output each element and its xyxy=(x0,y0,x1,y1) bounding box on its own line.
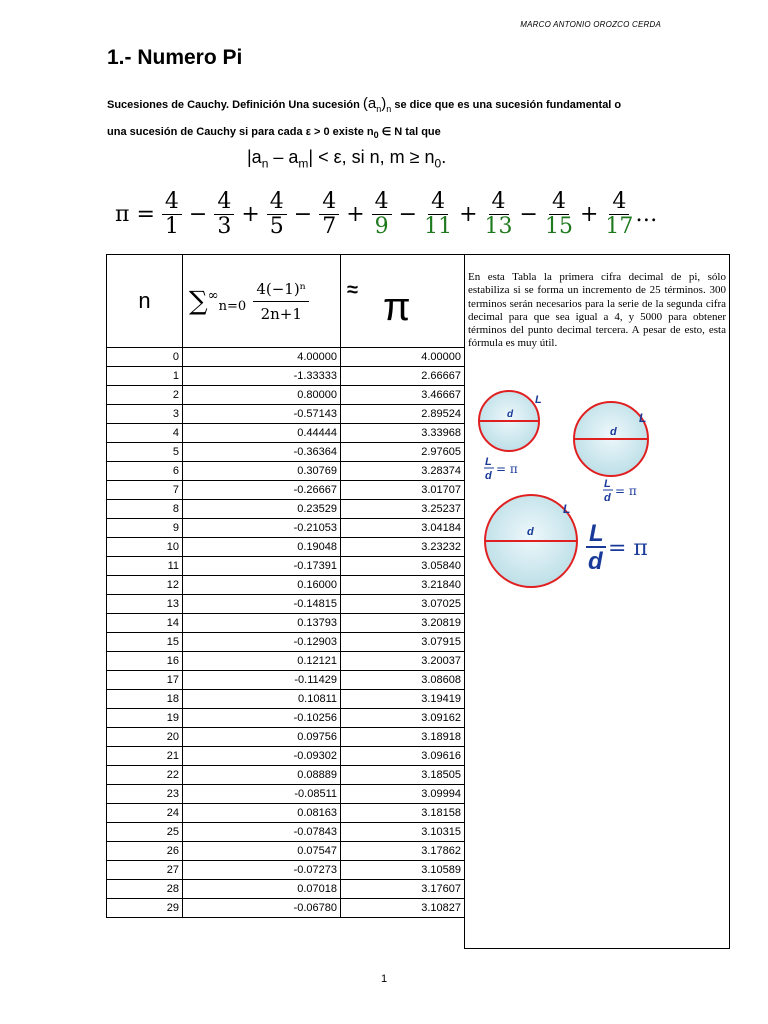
table-row xyxy=(107,462,465,481)
cell-term: -1.33333 xyxy=(183,367,341,386)
cell-approx: 3.17607 xyxy=(341,880,465,899)
cauchy-sub: m xyxy=(298,156,309,171)
table-row xyxy=(107,747,465,766)
table-row xyxy=(107,823,465,842)
cell-n: 18 xyxy=(107,690,183,709)
cell-approx: 3.10315 xyxy=(341,823,465,842)
cell-n: 27 xyxy=(107,861,183,880)
fraction-numerator: 4 xyxy=(549,190,569,215)
table-row xyxy=(107,671,465,690)
cell-approx: 3.08608 xyxy=(341,671,465,690)
cauchy-part: | < ε, si n, m ≥ n xyxy=(308,147,435,167)
fraction-numerator: 4 xyxy=(267,190,287,215)
table-row xyxy=(107,348,465,367)
cell-n: 14 xyxy=(107,614,183,633)
cell-approx: 3.09162 xyxy=(341,709,465,728)
cell-n: 24 xyxy=(107,804,183,823)
fraction-numerator: 4 xyxy=(489,190,509,215)
fraction-denominator: 5 xyxy=(269,213,284,239)
formula-fraction xyxy=(267,190,287,239)
table-header-row xyxy=(107,255,465,348)
table-row xyxy=(107,842,465,861)
fraction-denominator: 7 xyxy=(322,213,337,239)
table-row xyxy=(107,386,465,405)
cell-approx: 3.21840 xyxy=(341,576,465,595)
header-approx-pi xyxy=(341,255,465,348)
table-row xyxy=(107,424,465,443)
table-row xyxy=(107,709,465,728)
table-row xyxy=(107,367,465,386)
def-text-4: ∈ N tal que xyxy=(378,126,441,138)
formula-fraction xyxy=(545,190,573,239)
cell-n: 1 xyxy=(107,367,183,386)
cell-term: 0.13793 xyxy=(183,614,341,633)
table-row xyxy=(107,576,465,595)
cell-term: 0.07547 xyxy=(183,842,341,861)
pi-series-table xyxy=(106,254,465,918)
cell-approx: 2.89524 xyxy=(341,405,465,424)
cell-term: -0.12903 xyxy=(183,633,341,652)
cell-term: 0.80000 xyxy=(183,386,341,405)
table-row xyxy=(107,557,465,576)
cell-approx: 3.46667 xyxy=(341,386,465,405)
cell-n: 10 xyxy=(107,538,183,557)
formula-lhs: π = xyxy=(115,201,155,227)
cell-n: 22 xyxy=(107,766,183,785)
circle-illustration xyxy=(465,255,731,635)
cell-n: 16 xyxy=(107,652,183,671)
formula-operator: + xyxy=(459,201,478,227)
cell-term: -0.21053 xyxy=(183,519,341,538)
header-fraction xyxy=(253,277,309,326)
formula-operator: − xyxy=(293,201,313,227)
formula-operator: + xyxy=(241,201,260,227)
table-row xyxy=(107,633,465,652)
cell-n: 0 xyxy=(107,348,183,367)
table-row xyxy=(107,481,465,500)
cell-term: -0.14815 xyxy=(183,595,341,614)
cell-approx: 3.10827 xyxy=(341,899,465,918)
cell-n: 8 xyxy=(107,500,183,519)
cell-term: -0.07843 xyxy=(183,823,341,842)
header-fraction-num: 4(−1)ⁿ xyxy=(253,277,309,302)
cell-n: 7 xyxy=(107,481,183,500)
cell-n: 6 xyxy=(107,462,183,481)
formula-fraction xyxy=(485,190,513,239)
table-row xyxy=(107,595,465,614)
ratio-d-large: d xyxy=(588,548,603,575)
cell-n: 11 xyxy=(107,557,183,576)
fraction-denominator: 13 xyxy=(484,213,513,239)
cell-term: 0.09756 xyxy=(183,728,341,747)
cell-term: 0.08163 xyxy=(183,804,341,823)
cell-approx: 3.23232 xyxy=(341,538,465,557)
cell-approx: 2.97605 xyxy=(341,443,465,462)
fraction-denominator: 11 xyxy=(424,213,453,239)
cell-term: -0.11429 xyxy=(183,671,341,690)
cell-n: 20 xyxy=(107,728,183,747)
leibniz-formula xyxy=(110,188,657,240)
table-row xyxy=(107,861,465,880)
fraction-numerator: 4 xyxy=(319,190,339,215)
cell-term: 0.44444 xyxy=(183,424,341,443)
table-row xyxy=(107,728,465,747)
table-row xyxy=(107,443,465,462)
def-sub-0: 0 xyxy=(373,130,379,141)
table-row xyxy=(107,690,465,709)
header-fraction-den: 2n+1 xyxy=(260,304,302,323)
ratio-L: L xyxy=(604,478,611,490)
cell-term: 0.07018 xyxy=(183,880,341,899)
sigma-upper: ∞ xyxy=(207,288,219,304)
cell-term: -0.07273 xyxy=(183,861,341,880)
L-label: L xyxy=(563,502,571,516)
cell-term: -0.57143 xyxy=(183,405,341,424)
cell-approx: 3.20037 xyxy=(341,652,465,671)
cell-term: 0.30769 xyxy=(183,462,341,481)
cell-term: -0.17391 xyxy=(183,557,341,576)
cell-approx: 3.18158 xyxy=(341,804,465,823)
cell-approx: 3.05840 xyxy=(341,557,465,576)
header-author: MARCO ANTONIO OROZCO CERDA xyxy=(520,20,661,29)
fraction-numerator: 4 xyxy=(428,190,448,215)
cell-approx: 3.07025 xyxy=(341,595,465,614)
cell-term: 0.08889 xyxy=(183,766,341,785)
cell-approx: 3.20819 xyxy=(341,614,465,633)
cell-n: 13 xyxy=(107,595,183,614)
table-row xyxy=(107,785,465,804)
fraction-denominator: 1 xyxy=(164,213,179,239)
cell-n: 9 xyxy=(107,519,183,538)
L-label: L xyxy=(535,394,542,406)
page-number: 1 xyxy=(380,973,388,985)
formula-fraction xyxy=(424,190,452,239)
cell-term: 4.00000 xyxy=(183,348,341,367)
cell-n: 26 xyxy=(107,842,183,861)
explanation-text: En esta Tabla la primera cifra decimal de pi, sólo estabiliza si se forma un incremento de 25 términos. 300 terminos serán necesarios para la serie de la segunda cifra decimal para que sea igual a 4, y 5000 para obtener términos del punto decimal tercera. A pesar de esto, esta fórmula es muy útil. xyxy=(468,271,726,350)
cell-term: -0.06780 xyxy=(183,899,341,918)
pi-symbol: π xyxy=(383,285,411,329)
cell-term: -0.08511 xyxy=(183,785,341,804)
cell-n: 5 xyxy=(107,443,183,462)
ratio-eq: = π xyxy=(496,462,518,476)
cell-n: 4 xyxy=(107,424,183,443)
page-title: 1.- Numero Pi xyxy=(107,46,243,69)
cell-term: 0.19048 xyxy=(183,538,341,557)
cell-term: -0.09302 xyxy=(183,747,341,766)
seq-sub: n xyxy=(386,104,392,114)
ratio-d: d xyxy=(485,470,492,482)
ratio-d: d xyxy=(604,492,611,504)
cell-n: 28 xyxy=(107,880,183,899)
sigma-symbol: ∑ xyxy=(189,286,208,316)
cell-term: 0.12121 xyxy=(183,652,341,671)
cell-n: 12 xyxy=(107,576,183,595)
cell-approx: 2.66667 xyxy=(341,367,465,386)
cauchy-sub: n xyxy=(261,156,269,171)
formula-fraction xyxy=(372,190,392,239)
explanation-box xyxy=(464,254,730,949)
cell-n: 2 xyxy=(107,386,183,405)
cell-term: 0.10811 xyxy=(183,690,341,709)
cell-term: -0.36364 xyxy=(183,443,341,462)
def-text-2: se dice que es una sucesión fundamental o xyxy=(391,99,622,111)
cell-approx: 3.19419 xyxy=(341,690,465,709)
cell-n: 19 xyxy=(107,709,183,728)
d-label: d xyxy=(507,409,514,420)
table-row xyxy=(107,500,465,519)
def-text-3: una sucesión de Cauchy si para cada ε > 0 existe n xyxy=(107,126,374,138)
L-label: L xyxy=(639,411,647,425)
cell-approx: 3.09616 xyxy=(341,747,465,766)
cell-approx: 4.00000 xyxy=(341,348,465,367)
header-n: n xyxy=(107,255,183,348)
approx-symbol: ≈ xyxy=(347,279,358,301)
cauchy-sub: 0 xyxy=(434,156,442,171)
cell-approx: 3.04184 xyxy=(341,519,465,538)
fraction-denominator: 17 xyxy=(605,213,634,239)
fraction-numerator: 4 xyxy=(214,190,234,215)
cell-approx: 3.07915 xyxy=(341,633,465,652)
cell-term: 0.16000 xyxy=(183,576,341,595)
definition-paragraph xyxy=(107,92,677,147)
d-label: d xyxy=(610,426,617,438)
cell-n: 25 xyxy=(107,823,183,842)
fraction-denominator: 15 xyxy=(544,213,573,239)
formula-ellipsis: … xyxy=(635,201,658,227)
cell-term: 0.23529 xyxy=(183,500,341,519)
def-text-1: Sucesiones de Cauchy. Definición Una sucesión xyxy=(107,99,363,111)
cell-n: 21 xyxy=(107,747,183,766)
fraction-numerator: 4 xyxy=(372,190,392,215)
formula-fraction xyxy=(319,190,339,239)
formula-fraction xyxy=(214,190,234,239)
fraction-denominator: 3 xyxy=(217,213,232,239)
formula-fraction xyxy=(162,190,182,239)
table-row xyxy=(107,652,465,671)
seq-symbol xyxy=(363,95,391,112)
header-sum xyxy=(183,255,341,348)
cell-n: 17 xyxy=(107,671,183,690)
cell-n: 23 xyxy=(107,785,183,804)
fraction-denominator: 9 xyxy=(374,213,389,239)
cell-term: -0.26667 xyxy=(183,481,341,500)
cauchy-condition xyxy=(247,147,446,171)
cell-approx: 3.18918 xyxy=(341,728,465,747)
seq-close: ) xyxy=(381,95,387,112)
table-row xyxy=(107,614,465,633)
cell-approx: 3.01707 xyxy=(341,481,465,500)
table-row xyxy=(107,804,465,823)
table-row xyxy=(107,538,465,557)
ratio-L-large: L xyxy=(589,520,604,547)
cauchy-part: . xyxy=(441,147,447,167)
formula-operator: − xyxy=(188,201,208,227)
table-row xyxy=(107,899,465,918)
sigma-lower: n=0 xyxy=(218,298,247,314)
cell-n: 3 xyxy=(107,405,183,424)
formula-operator: + xyxy=(579,201,599,227)
cell-n: 15 xyxy=(107,633,183,652)
cell-approx: 3.33968 xyxy=(341,424,465,443)
ratio-L: L xyxy=(485,456,492,468)
table-row xyxy=(107,766,465,785)
ratio-eq-large: = π xyxy=(608,536,648,561)
cell-n: 29 xyxy=(107,899,183,918)
cell-approx: 3.10589 xyxy=(341,861,465,880)
cell-approx: 3.17862 xyxy=(341,842,465,861)
fraction-numerator: 4 xyxy=(609,190,629,215)
table-row xyxy=(107,405,465,424)
table-row xyxy=(107,519,465,538)
formula-operator: + xyxy=(346,201,365,227)
cell-approx: 3.09994 xyxy=(341,785,465,804)
formula-fraction xyxy=(605,190,633,239)
d-label: d xyxy=(527,526,534,538)
formula-operator: − xyxy=(519,201,538,227)
cell-approx: 3.28374 xyxy=(341,462,465,481)
seq-a: (a xyxy=(362,95,377,112)
cell-approx: 3.18505 xyxy=(341,766,465,785)
cauchy-part: – a xyxy=(268,147,299,167)
formula-operator: − xyxy=(398,201,418,227)
table-row xyxy=(107,880,465,899)
ratio-eq: = π xyxy=(615,484,637,498)
seq-a-sub: n xyxy=(376,104,382,114)
cauchy-part: |a xyxy=(247,147,262,167)
cell-term: -0.10256 xyxy=(183,709,341,728)
fraction-numerator: 4 xyxy=(162,190,182,215)
cell-approx: 3.25237 xyxy=(341,500,465,519)
